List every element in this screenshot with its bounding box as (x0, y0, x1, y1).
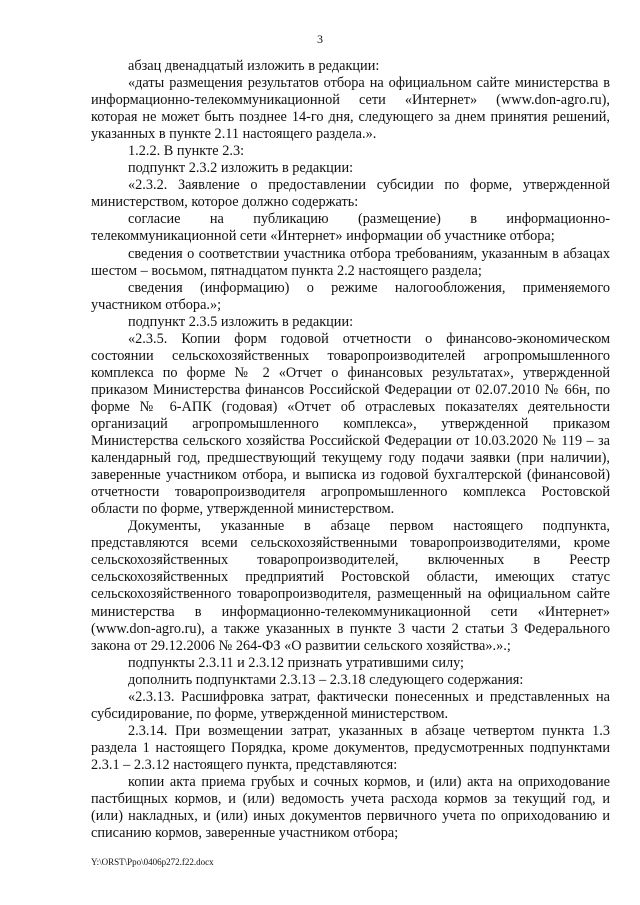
paragraph: дополнить подпунктами 2.3.13 – 2.3.18 следующего содержания: (128, 671, 524, 688)
page-number: 3 (317, 32, 323, 46)
paragraph: «2.3.5. Копии форм годовой отчетности о финансово-экономическом состоянии сельскохозяйственных товаропроизводителей агропромышленного комплекса по форме № 2 «Отчет о финансовых результатах», утвержденной приказом Министерства финансов Российской Федерации от 02.07.2010 № 66н, по форме № 6-АПК (годовая) «Отчет об отраслевых показателях деятельности организаций агропромышленного комплекса», утвержденной приказом Министерства сельского хозяйства Российской Федерации от 10.03.2020 № 119 – за календарный год, предшествующий текущему году подачи заявки (при наличии), заверенные участником отбора, и выписка из годовой бухгалтерской (финансовой) отчетности товаропроизводителя агропромышленного комплекса Ростовской области по форме, утвержденной министерством. (91, 330, 610, 518)
paragraph: 1.2.2. В пункте 2.3: (128, 143, 245, 160)
document-body (91, 58, 610, 842)
paragraph: подпункт 2.3.5 изложить в редакции: (128, 313, 354, 330)
paragraph: копии акта приема грубых и сочных кормов, и (или) акта на оприходование пастбищных кормов, и (или) ведомость учета расхода кормов за текущий год, и (или) накладных, и (или) иных документов первичного учета по оприходованию и списанию кормов, заверенные участником отбора; (91, 773, 610, 842)
footer-file-path: Y:\ORST\Ppo\0406p272.f22.docx (91, 857, 214, 867)
paragraph: «2.3.2. Заявление о предоставлении субсидии по форме, утвержденной министерством, которое должно содержать: (91, 177, 610, 211)
paragraph: Документы, указанные в абзаце первом настоящего подпункта, представляются всеми сельскохозяйственными товаропроизводителями, кроме сельскохозяйственных товаропроизводителей, включенных в Реестр сельскохозяйственных предприятий Ростовской области, имеющих статус сельскохозяйственного товаропроизводителя, размещенный на официальном сайте министерства в информационно-телекоммуникационной сети «Интернет» (www.don-agro.ru), а также указанных в пункте 3 части 2 статьи 3 Федерального закона от 29.12.2006 № 264-ФЗ «О развитии сельского хозяйства».».; (91, 518, 610, 654)
paragraph: согласие на публикацию (размещение) в информационно-телекоммуникационной сети «Интернет» информации об участнике отбора; (91, 211, 610, 245)
paragraph: сведения о соответствии участника отбора требованиям, указанным в абзацах шестом – восьмом, пятнадцатом пункта 2.2 настоящего раздела; (91, 245, 610, 279)
paragraph: «даты размещения результатов отбора на официальном сайте министерства в информационно-телекоммуникационной сети «Интернет» (www.don-agro.ru), которая не может быть позднее 14-го дня, следующего за днем принятия решений, указанных в пункте 2.11 настоящего раздела.». (91, 75, 610, 143)
paragraph: абзац двенадцатый изложить в редакции: (128, 58, 380, 74)
paragraph: сведения (информацию) о режиме налогообложения, применяемого участником отбора.»; (91, 279, 610, 313)
paragraph: «2.3.13. Расшифровка затрат, фактически понесенных и представленных на субсидирование, по форме, утвержденной министерством. (91, 688, 610, 722)
paragraph: 2.3.14. При возмещении затрат, указанных в абзаце четвертом пункта 1.3 раздела 1 настоящего Порядка, кроме документов, предусмотренных подпунктами 2.3.1 – 2.3.12 настоящего пункта, представляются: (91, 722, 610, 773)
paragraph: подпункт 2.3.2 изложить в редакции: (128, 160, 354, 177)
paragraph: подпункты 2.3.11 и 2.3.12 признать утратившими силу; (128, 654, 465, 671)
